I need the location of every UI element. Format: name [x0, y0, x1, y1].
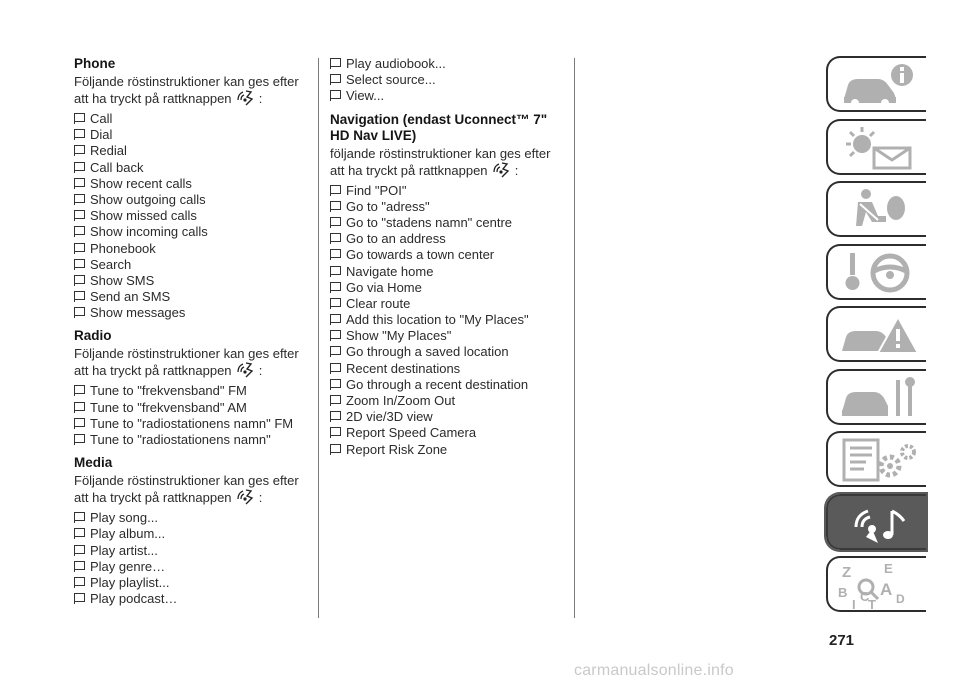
checkbox-icon — [330, 346, 341, 355]
voice-command-text: Call — [90, 111, 113, 126]
voice-command-item — [74, 289, 310, 305]
checkbox-icon — [74, 593, 85, 602]
index-letter: A — [880, 580, 893, 599]
voice-command-item — [330, 215, 566, 231]
voice-command-item — [330, 393, 566, 409]
voice-command-text: Show missed calls — [90, 208, 197, 224]
checkbox-icon — [330, 395, 341, 404]
checkbox-icon — [330, 266, 341, 275]
voice-command-list — [330, 56, 566, 105]
checkbox-icon — [74, 259, 85, 268]
tab-technical-data[interactable] — [826, 431, 926, 487]
lights-message-icon — [838, 124, 922, 172]
voice-command-item — [74, 160, 310, 176]
voice-command-item — [330, 409, 566, 425]
voice-command-item — [330, 296, 566, 312]
intro-text: Följande röstinstruktioner kan ges efter att ha tryckt på rattknappen — [74, 346, 299, 379]
voice-command-item — [74, 383, 310, 399]
checkbox-icon — [74, 178, 85, 187]
voice-command-text: Tune to "frekvensband" AM — [90, 399, 247, 415]
voice-command-text: Select source... — [346, 72, 436, 88]
document-gear-icon — [838, 436, 922, 484]
voice-command-item — [330, 56, 566, 72]
voice-command-icon — [236, 90, 254, 106]
checkbox-icon — [74, 210, 85, 219]
section-intro — [74, 73, 310, 107]
voice-command-text: Play playlist... — [90, 574, 170, 590]
column-divider-right — [574, 58, 575, 618]
section-intro — [74, 472, 310, 506]
checkbox-icon — [330, 217, 341, 226]
voice-command-text: Play song... — [90, 510, 158, 526]
checkbox-icon — [74, 528, 85, 537]
checkbox-icon — [74, 545, 85, 554]
checkbox-icon — [330, 363, 341, 372]
voice-command-item — [330, 231, 566, 247]
voice-command-item — [330, 183, 566, 199]
voice-command-item — [74, 510, 310, 526]
checkbox-icon — [330, 185, 341, 194]
intro-text: Följande röstinstruktioner kan ges efter att ha tryckt på rattknappen — [74, 74, 299, 106]
checkbox-icon — [330, 233, 341, 242]
voice-command-item — [74, 543, 310, 559]
section-title-radio: Radio — [74, 328, 112, 344]
intro-colon: : — [258, 91, 263, 106]
intro-text: följande röstinstruktioner kan ges efter att ha tryckt på rattknappen — [330, 145, 551, 178]
checkbox-icon — [330, 314, 341, 323]
voice-command-text: Dial — [90, 127, 113, 143]
section-intro — [74, 345, 310, 379]
checkbox-icon — [74, 162, 85, 171]
checkbox-icon — [74, 129, 85, 138]
checkbox-icon — [74, 434, 85, 443]
voice-command-item — [74, 305, 310, 321]
section-title-media: Media — [74, 455, 113, 471]
intro-colon: : — [258, 363, 263, 379]
voice-command-list — [74, 383, 310, 448]
voice-command-item — [74, 257, 310, 273]
voice-command-text: Show SMS — [90, 272, 155, 288]
voice-command-text: Go to "adress" — [346, 198, 430, 214]
voice-command-text: Show outgoing calls — [90, 191, 206, 207]
voice-command-item — [330, 377, 566, 393]
voice-command-text: Tune to "radiostationens namn" — [90, 432, 271, 447]
checkbox-icon — [330, 74, 341, 83]
voice-command-text: Show recent calls — [90, 175, 192, 191]
voice-command-text: Report Risk Zone — [346, 441, 448, 457]
voice-command-text: Play artist... — [90, 542, 158, 558]
voice-command-item — [330, 72, 566, 88]
checkbox-icon — [74, 561, 85, 570]
voice-command-text: Go towards a town center — [346, 247, 495, 263]
voice-command-list — [74, 111, 310, 321]
voice-command-text: Show incoming calls — [90, 224, 208, 240]
checkbox-icon — [74, 577, 85, 586]
column-divider-left — [318, 58, 319, 618]
voice-command-list — [330, 183, 566, 458]
car-info-icon — [838, 61, 922, 109]
chapter-tabs — [826, 56, 930, 619]
seat-airbag-icon — [838, 186, 922, 234]
tab-multimedia[interactable] — [826, 494, 926, 550]
checkbox-icon — [330, 427, 341, 436]
index-letter: E — [884, 561, 893, 576]
voice-command-item — [330, 247, 566, 263]
voice-command-item — [74, 127, 310, 143]
checkbox-icon — [74, 275, 85, 284]
voice-command-icon — [236, 489, 254, 505]
index-letter: I — [852, 597, 856, 609]
checkbox-icon — [330, 58, 341, 67]
voice-command-text: Show messages — [90, 305, 186, 321]
voice-command-text: Navigate home — [346, 263, 434, 279]
voice-command-text: Report Speed Camera — [346, 425, 477, 441]
multimedia-icon — [838, 499, 922, 547]
voice-command-text: Play album... — [90, 526, 166, 542]
voice-command-text: Clear route — [346, 295, 411, 311]
voice-command-item — [74, 241, 310, 257]
voice-command-item — [330, 264, 566, 280]
checkbox-icon — [74, 291, 85, 300]
tab-warning-lights[interactable] — [826, 119, 926, 175]
middle-column — [330, 56, 566, 458]
checkbox-icon — [74, 226, 85, 235]
voice-command-item — [74, 176, 310, 192]
checkbox-icon — [330, 444, 341, 453]
tab-maintenance[interactable] — [826, 369, 926, 425]
voice-command-item — [330, 425, 566, 441]
voice-command-item — [74, 208, 310, 224]
voice-command-icon — [236, 362, 254, 378]
checkbox-icon — [74, 145, 85, 154]
voice-command-item — [74, 143, 310, 159]
intro-text: Följande röstinstruktioner kan ges efter att ha tryckt på rattknappen — [74, 473, 299, 506]
voice-command-text: Play genre… — [90, 558, 166, 574]
checkbox-icon — [330, 90, 341, 99]
voice-command-item — [74, 526, 310, 542]
checkbox-icon — [74, 512, 85, 521]
checkbox-icon — [330, 330, 341, 339]
voice-command-item — [74, 111, 310, 127]
voice-command-text: Tune to "radiostationens namn" FM — [90, 415, 294, 431]
voice-command-text: Redial — [90, 143, 127, 159]
index-letter: C — [860, 589, 870, 604]
tab-safety[interactable] — [826, 181, 926, 237]
section-title-phone: Phone — [74, 56, 116, 71]
voice-command-item — [74, 575, 310, 591]
checkbox-icon — [74, 194, 85, 203]
voice-command-item — [74, 400, 310, 416]
voice-command-item — [74, 224, 310, 240]
tab-emergency[interactable] — [826, 306, 926, 362]
voice-command-text: Go to "stadens namn" centre — [346, 214, 513, 230]
voice-command-text: Phonebook — [90, 240, 156, 256]
tab-index[interactable] — [826, 556, 926, 612]
voice-command-item — [74, 192, 310, 208]
checkbox-icon — [330, 201, 341, 210]
section-title-navigation: Navigation (endast Uconnect™ 7" HD Nav LIVE) — [330, 111, 548, 143]
left-column — [74, 56, 310, 607]
voice-command-text: Show "My Places" — [346, 328, 452, 344]
voice-command-text: Go through a saved location — [346, 344, 509, 360]
checkbox-icon — [74, 418, 85, 427]
checkbox-icon — [330, 249, 341, 258]
voice-command-text: Search — [90, 256, 132, 272]
alphabet-index-icon — [838, 561, 922, 609]
voice-command-text: Send an SMS — [90, 289, 171, 305]
checkbox-icon — [74, 385, 85, 394]
checkbox-icon — [330, 282, 341, 291]
voice-command-item — [74, 591, 310, 607]
index-letter: T — [868, 597, 876, 609]
voice-command-item — [330, 328, 566, 344]
voice-command-item — [330, 361, 566, 377]
voice-command-text: Add this location to "My Places" — [346, 312, 529, 328]
page-number: 271 — [829, 632, 855, 649]
voice-command-text: Zoom In/Zoom Out — [346, 393, 456, 408]
voice-command-item — [330, 88, 566, 104]
voice-command-item — [330, 344, 566, 360]
voice-command-text: View... — [346, 88, 385, 104]
watermark: carmanualsonline.info — [574, 662, 734, 679]
voice-command-text: Recent destinations — [346, 360, 461, 376]
voice-command-text: Go via Home — [346, 279, 422, 295]
voice-command-text: Play podcast… — [90, 591, 178, 607]
voice-command-item — [74, 273, 310, 289]
index-letter: D — [896, 592, 905, 606]
car-wrench-icon — [838, 374, 922, 422]
tab-starting-driving[interactable] — [826, 244, 926, 300]
voice-command-item — [330, 312, 566, 328]
checkbox-icon — [74, 307, 85, 316]
checkbox-icon — [74, 113, 85, 122]
key-steering-icon — [838, 249, 922, 297]
intro-colon: : — [258, 490, 263, 506]
tab-car-info[interactable] — [826, 56, 926, 112]
voice-command-icon — [492, 162, 510, 178]
checkbox-icon — [330, 379, 341, 388]
car-warning-icon — [838, 311, 922, 359]
voice-command-text: Play audiobook... — [346, 56, 446, 71]
voice-command-text: 2D vie/3D view — [346, 409, 433, 425]
section-intro — [330, 145, 566, 179]
voice-command-text: Go through a recent destination — [346, 376, 529, 392]
index-letter: B — [838, 585, 848, 600]
index-letter: Z — [842, 564, 852, 581]
checkbox-icon — [330, 411, 341, 420]
intro-colon: : — [514, 162, 519, 178]
voice-command-text: Call back — [90, 159, 144, 175]
voice-command-text: Tune to "frekvensband" FM — [90, 383, 247, 399]
voice-command-item — [330, 280, 566, 296]
voice-command-list — [74, 510, 310, 607]
checkbox-icon — [330, 298, 341, 307]
checkbox-icon — [74, 402, 85, 411]
checkbox-icon — [74, 243, 85, 252]
voice-command-text: Find "POI" — [346, 182, 407, 198]
voice-command-item — [74, 559, 310, 575]
voice-command-item — [74, 416, 310, 432]
voice-command-text: Go to an address — [346, 231, 446, 247]
voice-command-item — [330, 442, 566, 458]
voice-command-item — [330, 199, 566, 215]
voice-command-item — [74, 432, 310, 448]
